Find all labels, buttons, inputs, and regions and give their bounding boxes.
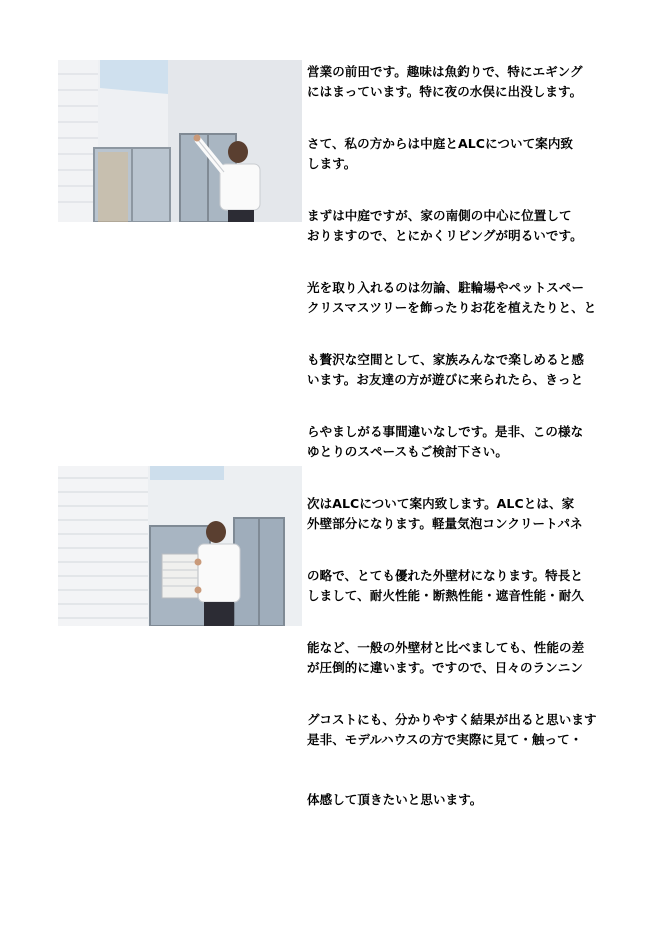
article-text [307, 62, 610, 822]
text-line: 是非、モデルハウスの方で実際に見て・触って・ [307, 732, 583, 747]
text-line: します。 [307, 156, 357, 171]
photo-man-pointing-at-window [58, 60, 302, 222]
text-line: おりますので、とにかくリビングが明るいです。 [307, 228, 583, 243]
paragraph-6 [307, 422, 610, 462]
text-line: が圧倒的に違います。ですので、日々のランニン [307, 660, 583, 675]
paragraph-7 [307, 494, 610, 534]
paragraph-3 [307, 206, 610, 246]
photo-man-holding-panel [58, 466, 302, 626]
text-line: ゆとりのスペースもご検討下さい。 [307, 444, 508, 459]
text-line: います。お友達の方が遊びに来られたら、きっと [307, 372, 584, 387]
text-line: さて、私の方からは中庭とALCについて案内致 [307, 136, 574, 151]
paragraph-10 [307, 710, 610, 750]
text-line: 光を取り入れるのは勿論、駐輪場やペットスペー [307, 280, 585, 295]
text-line: まずは中庭ですが、家の南側の中心に位置して [307, 208, 572, 223]
text-line: 次はALCについて案内致します。ALCとは、家 [307, 496, 575, 511]
paragraph-8 [307, 566, 610, 606]
paragraph-11 [307, 790, 610, 810]
text-line: クリスマスツリーを飾ったりお花を植えたりと、と [307, 300, 597, 315]
paragraph-2 [307, 134, 610, 174]
text-line: も贅沢な空間として、家族みんなで楽しめると感 [307, 352, 584, 367]
paragraph-5 [307, 350, 610, 390]
paragraph-9 [307, 638, 610, 678]
text-line: 営業の前田です。趣味は魚釣りで、特にエギング [307, 64, 583, 79]
text-line: しまして、耐火性能・断熱性能・遮音性能・耐久 [307, 588, 584, 603]
text-line: 外壁部分になります。軽量気泡コンクリートパネ [307, 516, 583, 531]
paragraph-1 [307, 62, 610, 102]
text-line: らやましがる事間違いなしです。是非、この様な [307, 424, 584, 439]
text-line: グコストにも、分かりやすく結果が出ると思います [307, 712, 597, 727]
text-line: 体感して頂きたいと思います。 [307, 792, 483, 807]
text-line: 能など、一般の外壁材と比べましても、性能の差 [307, 640, 585, 655]
text-line: にはまっています。特に夜の水俣に出没します。 [307, 84, 583, 99]
paragraph-4 [307, 278, 610, 318]
text-line: の略で、とても優れた外壁材になります。特長と [307, 568, 583, 583]
